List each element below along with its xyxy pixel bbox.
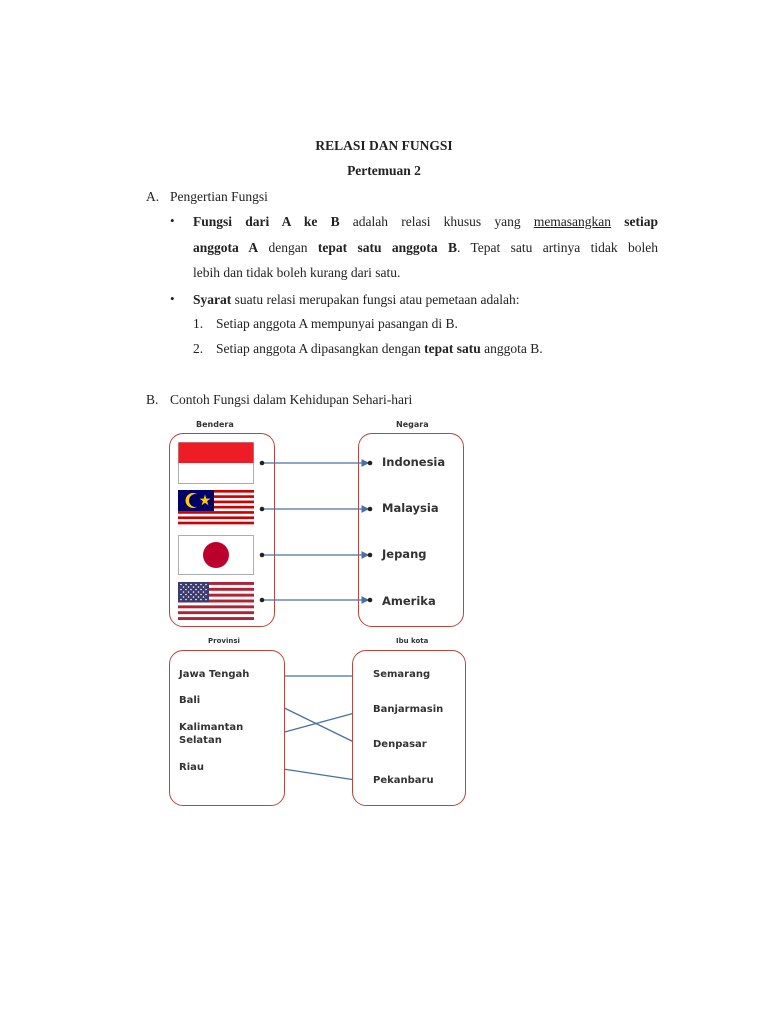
province-label: Jawa Tengah [179,669,250,680]
diagram1-left-title: Bendera [196,420,234,429]
bullet1-underline: memasangkan [533,214,612,229]
bullet-dot: • [170,291,175,306]
diagram2-left-title: Provinsi [208,637,240,645]
capital-label: Semarang [373,669,431,680]
capital-label: Denpasar [373,739,427,750]
capital-label: Pekanbaru [373,775,434,786]
domain-dot [260,598,265,603]
codomain-dot [368,461,373,466]
list-item-2-bold: tepat satu [424,341,481,356]
capital-label: Banjarmasin [373,704,444,715]
section-b-marker: B. [146,392,159,407]
country-label: Indonesia [382,455,446,469]
list-item-1: Setiap anggota A mempunyai pasangan di B. [216,316,458,331]
province-label: Kalimantan [179,722,244,733]
list-number: 2. [193,341,204,356]
bullet1-bold1: Fungsi dari A ke B [193,214,340,229]
domain-dot [260,461,265,466]
domain-dot [260,507,265,512]
province-label: Selatan [179,735,222,746]
section-b-heading: Contoh Fungsi dalam Kehidupan Sehari-hari [170,392,413,407]
codomain-dot [368,598,373,603]
section-a-marker: A. [146,189,160,204]
diagram1-right-title: Negara [396,420,429,429]
bullet1-line3: lebih dan tidak boleh kurang dari satu. [193,265,401,280]
bullet1-line2-text1: dengan [268,240,308,255]
country-label: Amerika [382,594,436,608]
bullet2-text: suatu relasi merupakan fungsi atau pemetaan adalah: [234,292,520,307]
domain-dot [260,553,265,558]
bullet1-line2-text2: . Tepat satu artinya tidak boleh [457,240,658,255]
section-a-heading: Pengertian Fungsi [170,189,268,204]
list-number: 1. [193,316,204,331]
bullet1-text1: adalah relasi khusus yang [352,214,521,229]
bullet2-bold: Syarat [193,292,232,307]
province-label: Bali [179,695,201,706]
bullet1-bold2: setiap [624,214,658,229]
codomain-dot [368,553,373,558]
document-subtitle: Pertemuan 2 [347,163,421,178]
country-label: Jepang [382,547,427,561]
diagram2-right-title: Ibu kota [396,637,429,645]
bullet1-line2-bold1: anggota A [193,240,259,255]
document-title: RELASI DAN FUNGSI [315,138,453,153]
province-label: Riau [179,762,204,773]
bullet1-line2-bold2: tepat satu anggota B [317,240,457,255]
list-item-2-text: Setiap anggota A dipasangkan dengan [216,341,421,356]
codomain-dot [368,507,373,512]
country-label: Malaysia [382,501,439,515]
list-item-2-text-after: anggota B. [484,341,543,356]
bullet-dot: • [170,213,175,228]
